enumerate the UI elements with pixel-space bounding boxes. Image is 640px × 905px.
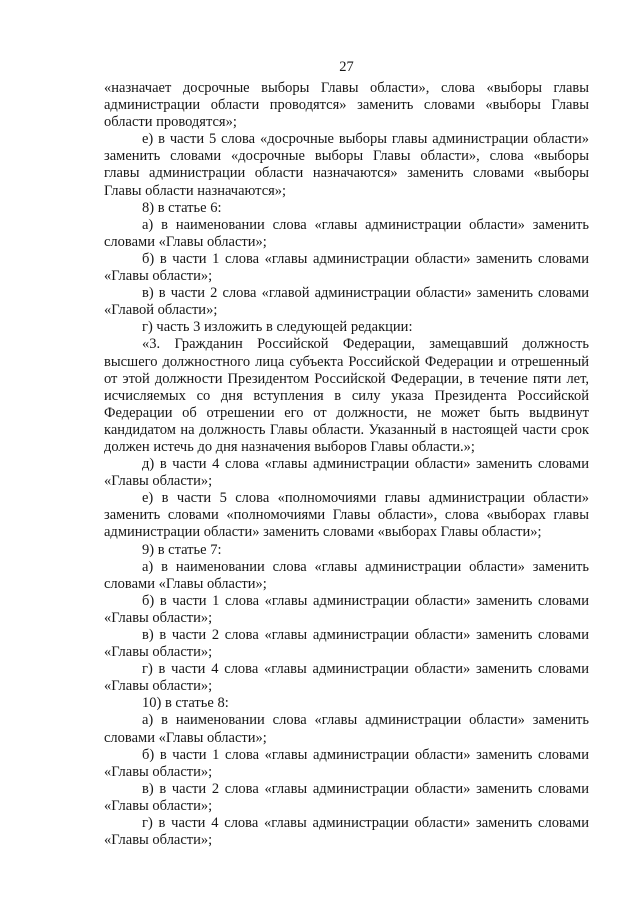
text-line: Главы области назначаются»; <box>104 182 287 199</box>
paragraph-item-e <box>104 131 589 199</box>
text-line: е) в части 5 слова «досрочные выборы главы администрации области» <box>142 131 589 148</box>
text-line: исчисляемых со дня вступления в силу указа Президента Российской <box>104 387 589 404</box>
text-line: 9) в статье 7: <box>142 541 222 558</box>
paragraph-item-e-2 <box>104 490 589 541</box>
text-line: в) в части 2 слова «главой администрации области» заменить словами <box>142 285 589 302</box>
text-line: администрации области проводятся» заменить словами «выборы Главы <box>104 97 589 114</box>
paragraph-article-7 <box>104 542 589 559</box>
text-line: «Главы области»; <box>104 678 213 695</box>
text-line: от этой должности Президентом Российской Федерации, в течение пяти лет, <box>104 370 589 387</box>
paragraph-item-b <box>104 593 589 627</box>
text-line: Федерации об отрешении его от должности, не может быть выдвинут <box>104 404 589 421</box>
text-line: «Главы области»; <box>104 763 213 780</box>
text-line: б) в части 1 слова «главы администрации области» заменить словами <box>142 250 589 267</box>
text-line: а) в наименовании слова «главы администрации области» заменить <box>142 216 589 233</box>
text-line: должен истечь до дня назначения выборов Главы области.»; <box>104 438 475 455</box>
text-line: высшего должностного лица субъекта Российской Федерации и отрешенный <box>104 353 589 370</box>
text-line: «Главы области»; <box>104 797 213 814</box>
document-body <box>104 80 589 849</box>
text-line: «Главы области»; <box>104 609 213 626</box>
text-line: б) в части 1 слова «главы администрации области» заменить словами <box>142 592 589 609</box>
text-line: г) часть 3 изложить в следующей редакции: <box>142 319 413 336</box>
paragraph-item-g <box>104 815 589 849</box>
text-line: а) в наименовании слова «главы администрации области» заменить <box>142 558 589 575</box>
text-line: области проводятся»; <box>104 114 237 131</box>
paragraph-item-a <box>104 217 589 251</box>
text-line: «3. Гражданин Российской Федерации, замещавший должность <box>142 336 589 353</box>
paragraph-article-8 <box>104 695 589 712</box>
text-line: «Главы области»; <box>104 473 213 490</box>
text-line: главы администрации области назначаются» заменить словами «выборы <box>104 165 589 182</box>
paragraph-item-b <box>104 251 589 285</box>
text-line: 8) в статье 6: <box>142 199 222 216</box>
paragraph-item-v <box>104 285 589 319</box>
paragraph-article-6 <box>104 200 589 217</box>
text-line: «Главы области»; <box>104 268 213 285</box>
text-line: словами «Главы области»; <box>104 575 267 592</box>
paragraph-item-v <box>104 627 589 661</box>
text-line: «Главой области»; <box>104 302 218 319</box>
paragraph-item-g <box>104 661 589 695</box>
text-line: администрации области» заменить словами «выборах Главы области»; <box>104 524 542 541</box>
text-line: кандидатом на должность Главы области. Указанный в настоящей части срок <box>104 421 589 438</box>
text-line: «Главы области»; <box>104 644 213 661</box>
paragraph-item-a <box>104 712 589 746</box>
text-line: в) в части 2 слова «главы администрации области» заменить словами <box>142 780 589 797</box>
text-line: словами «Главы области»; <box>104 729 267 746</box>
text-line: а) в наименовании слова «главы администрации области» заменить <box>142 712 589 729</box>
text-line: д) в части 4 слова «главы администрации области» заменить словами <box>142 456 589 473</box>
page-number: 27 <box>339 59 354 75</box>
text-line: словами «Главы области»; <box>104 233 267 250</box>
paragraph-quoted-part-3 <box>104 336 589 456</box>
text-line: 10) в статье 8: <box>142 695 229 712</box>
text-line: заменить словами «полномочиями Главы области», слова «выборах главы <box>104 507 589 524</box>
paragraph-item-d <box>104 456 589 490</box>
paragraph-item-b <box>104 747 589 781</box>
text-line: «назначает досрочные выборы Главы области», слова «выборы главы <box>104 80 589 96</box>
paragraph-item-g <box>104 319 589 336</box>
text-line: г) в части 4 слова «главы администрации области» заменить словами <box>142 815 589 832</box>
text-line: «Главы области»; <box>104 832 213 849</box>
paragraph-item-a <box>104 559 589 593</box>
text-line: в) в части 2 слова «главы администрации области» заменить словами <box>142 627 589 643</box>
paragraph-continuation <box>104 80 589 131</box>
text-line: е) в части 5 слова «полномочиями главы администрации области» <box>142 490 589 507</box>
text-line: заменить словами «досрочные выборы Главы области», слова «выборы <box>104 148 589 165</box>
text-line: г) в части 4 слова «главы администрации области» заменить словами <box>142 661 589 678</box>
paragraph-item-v <box>104 781 589 815</box>
text-line: б) в части 1 слова «главы администрации области» заменить словами <box>142 746 589 763</box>
